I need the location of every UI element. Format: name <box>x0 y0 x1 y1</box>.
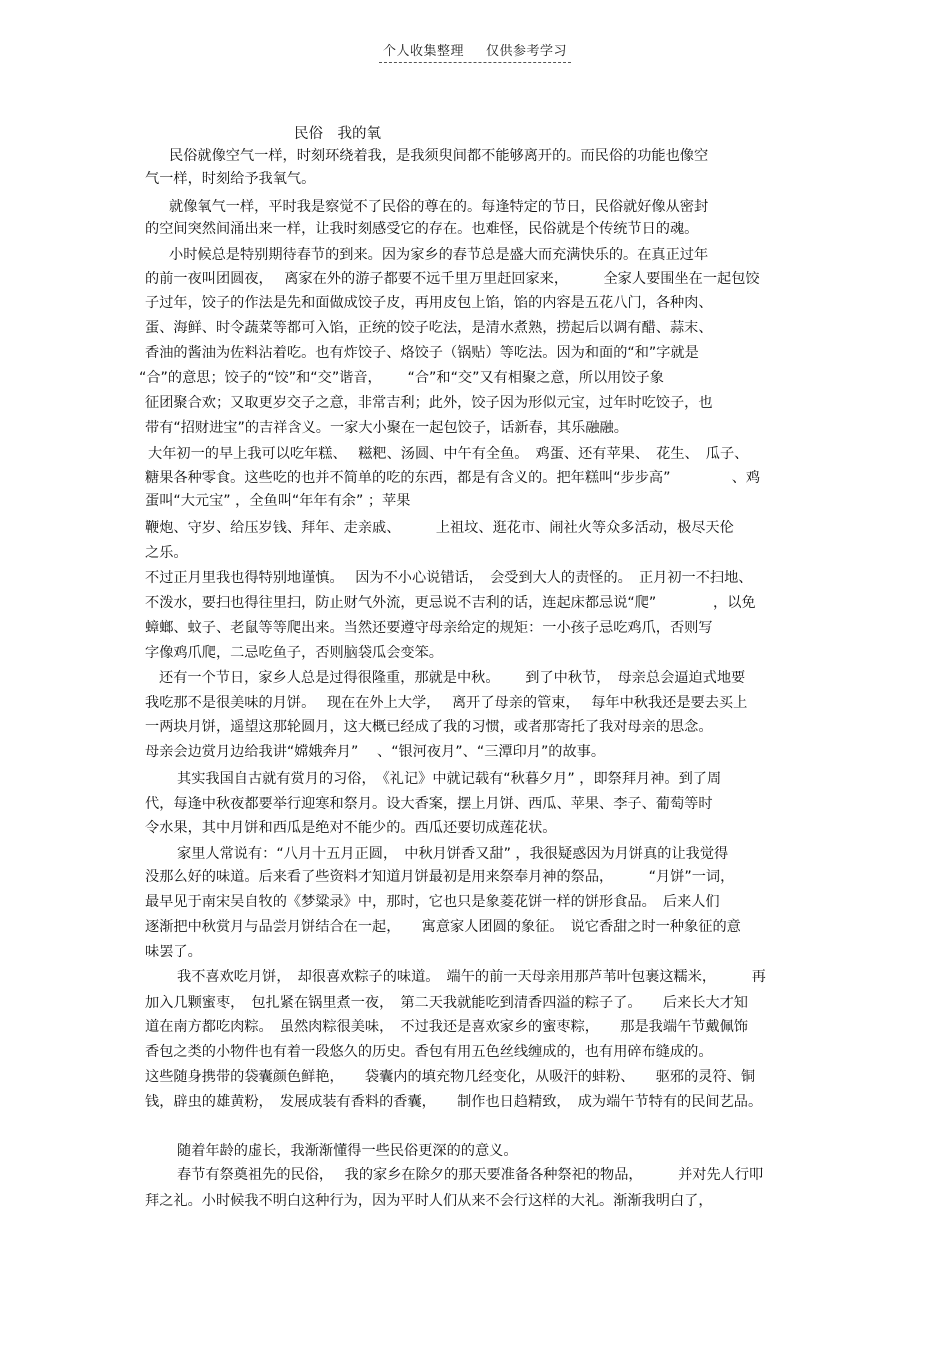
article-title: 民俗 我的氧 <box>294 126 381 142</box>
text-line: 蛋、海鲜、时令蔬菜等都可入馅，正统的饺子吃法，是清水煮熟，捞起后以调有醋、蒜末、 <box>145 320 713 336</box>
text-line: 小时候总是特别期待春节的到来。因为家乡的春节总是盛大而充满快乐的。在真正过年 <box>169 247 709 263</box>
text-line: 香油的酱油为佐料沾着吃。也有炸饺子、烙饺子（锅贴）等吃法。因为和面的“和”字就是 <box>145 345 699 361</box>
text-line: 蛋叫“大元宝” ，全鱼叫“年年有余” ；苹果 <box>145 493 411 509</box>
text-line: 令水果，其中月饼和西瓜是绝对不能少的。西瓜还要切成莲花状。 <box>145 820 557 836</box>
header-text <box>379 40 571 63</box>
text-line: 我不喜欢吃月饼， 却很喜欢粽子的味道。 端午的前一天母亲用那芦苇叶包裹这糯米， 再 <box>177 969 766 985</box>
text-line: 蟑螂、蚊子、老鼠等等爬出来。当然还要遵守母亲给定的规矩：一小孩子忌吃鸡爪，否则写 <box>145 620 713 636</box>
text-line: 母亲会边赏月边给我讲“嫦娥奔月” 、“银河夜月”、“三潭印月”的故事。 <box>145 744 606 760</box>
text-line: 字像鸡爪爬，二忌吃鱼子，否则脑袋瓜会变笨。 <box>145 645 443 661</box>
text-line: 的空间突然间涌出来一样，让我时刻感受它的存在。也难怪，民俗就是个传统节日的魂。 <box>145 221 699 237</box>
text-line: 其实我国自古就有赏月的习俗， 《礼记》中就记载有“秋暮夕月” ，即祭拜月神。到了周 <box>177 771 722 787</box>
text-line: 民俗就像空气一样，时刻环绕着我，是我须臾间都不能够离开的。而民俗的功能也像空 <box>169 148 709 164</box>
text-line: “合”的意思；饺子的“饺”和“交”谐音， “合”和“交”又有相聚之意，所以用饺子象 <box>139 370 664 386</box>
text-line: 的前一夜叫团圆夜， 离家在外的游子都要不远千里万里赶回家来， 全家人要围坐在一起包饺 <box>145 271 760 287</box>
text-line: 之乐。 <box>145 545 188 561</box>
text-line: 味罢了。 <box>145 944 202 960</box>
header-right: 仅供参考学习 <box>486 44 568 59</box>
text-line: 征团聚合欢；又取更岁交子之意，非常吉利；此外，饺子因为形似元宝，过年时吃饺子，也 <box>145 395 713 411</box>
text-line: 香包之类的小物件也有着一段悠久的历史。香包有用五色丝线缠成的，也有用碎布缝成的。 <box>145 1044 713 1060</box>
text-line: 拜之礼。小时候我不明白这种行为，因为平时人们从来不会行这样的大礼。渐渐我明白了， <box>145 1193 713 1209</box>
text-line: 带有“招财进宝”的吉祥含义。一家大小聚在一起包饺子，话新春，其乐融融。 <box>145 420 628 436</box>
text-line: 气一样，时刻给予我氧气。 <box>145 171 316 187</box>
header-left: 个人收集整理 <box>382 44 464 59</box>
text-line: 最早见于南宋吴自牧的《梦粱录》中，那时，它也只是象菱花饼一样的饼形食品。 后来人们 <box>145 894 720 910</box>
text-line: 我吃那不是很美味的月饼。 现在在外上大学， 离开了母亲的管束， 每年中秋我还是要去买上 <box>145 695 748 711</box>
text-line: 就像氧气一样，平时我是察觉不了民俗的尊在的。每逢特定的节日，民俗就好像从密封 <box>169 199 709 215</box>
text-line: 这些随身携带的袋囊颜色鲜艳， 袋囊内的填充物几经变化，从吸汗的蚌粉、 驱邪的灵符、铜 <box>145 1069 756 1085</box>
text-line: 逐渐把中秋赏月与品尝月饼结合在一起， 寓意家人团圆的象征。 说它香甜之时一种象征的意 <box>145 919 741 935</box>
text-line: 一两块月饼，遥望这那轮圆月，这大概已经成了我的习惯，或者那寄托了我对母亲的思念。 <box>145 719 713 735</box>
text-line: 糖果各种零食。这些吃的也并不简单的吃的东西，都是有含义的。把年糕叫“步步高” 、鸡 <box>145 470 761 486</box>
text-line: 不过正月里我也得特别地谨慎。 因为不小心说错话， 会受到大人的责怪的。 正月初一不扫地、 <box>145 570 753 586</box>
text-line: 子过年，饺子的作法是先和面做成饺子皮，再用皮包上馅，馅的内容是五花八门，各种肉、 <box>145 295 713 311</box>
text-line: 道在南方都吃肉粽。 虽然肉粽很美味， 不过我还是喜欢家乡的蜜枣粽， 那是我端午节戴佩饰 <box>145 1019 748 1035</box>
text-line: 家里人常说有：“八月十五月正圆， 中秋月饼香又甜” ，我很疑惑因为月饼真的让我觉得 <box>177 846 729 862</box>
text-line: 不泼水，要扫也得往里扫，防止财气外流，更忌说不吉利的话，连起床都忌说“爬” ，以免 <box>145 595 756 611</box>
text-line: 还有一个节日，家乡人总是过得很隆重，那就是中秋。 到了中秋节， 母亲总会逼迫式地要 <box>159 670 746 686</box>
text-line: 钱，辟虫的雄黄粉， 发展成装有香料的香囊， 制作也日趋精致， 成为端午节特有的民间艺品。 <box>145 1094 763 1110</box>
page-header <box>0 40 950 63</box>
text-line: 加入几颗蜜枣， 包扎紧在锅里煮一夜， 第二天我就能吃到清香四溢的粽子了。 后来长大才知 <box>145 995 748 1011</box>
text-line: 大年初一的早上我可以吃年糕、 糍粑、汤圆、中午有全鱼。 鸡蛋、还有苹果、 花生、 瓜子、 <box>148 446 749 462</box>
text-line: 春节有祭奠祖先的民俗， 我的家乡在除夕的那天要准备各种祭祀的物品， 并对先人行叩 <box>177 1167 764 1183</box>
text-line: 鞭炮、守岁、给压岁钱、拜年、走亲戚、 上祖坟、逛花市、闹社火等众多活动，极尽天伦 <box>145 520 734 536</box>
text-line: 代，每逢中秋夜都要举行迎寒和祭月。设大香案，摆上月饼、西瓜、苹果、李子、葡萄等时 <box>145 796 713 812</box>
text-line: 随着年龄的虚长，我渐渐懂得一些民俗更深的的意义。 <box>177 1143 518 1159</box>
text-line: 没那么好的味道。后来看了些资料才知道月饼最初是用来祭奉月神的祭品， “月饼”一词， <box>145 869 735 885</box>
